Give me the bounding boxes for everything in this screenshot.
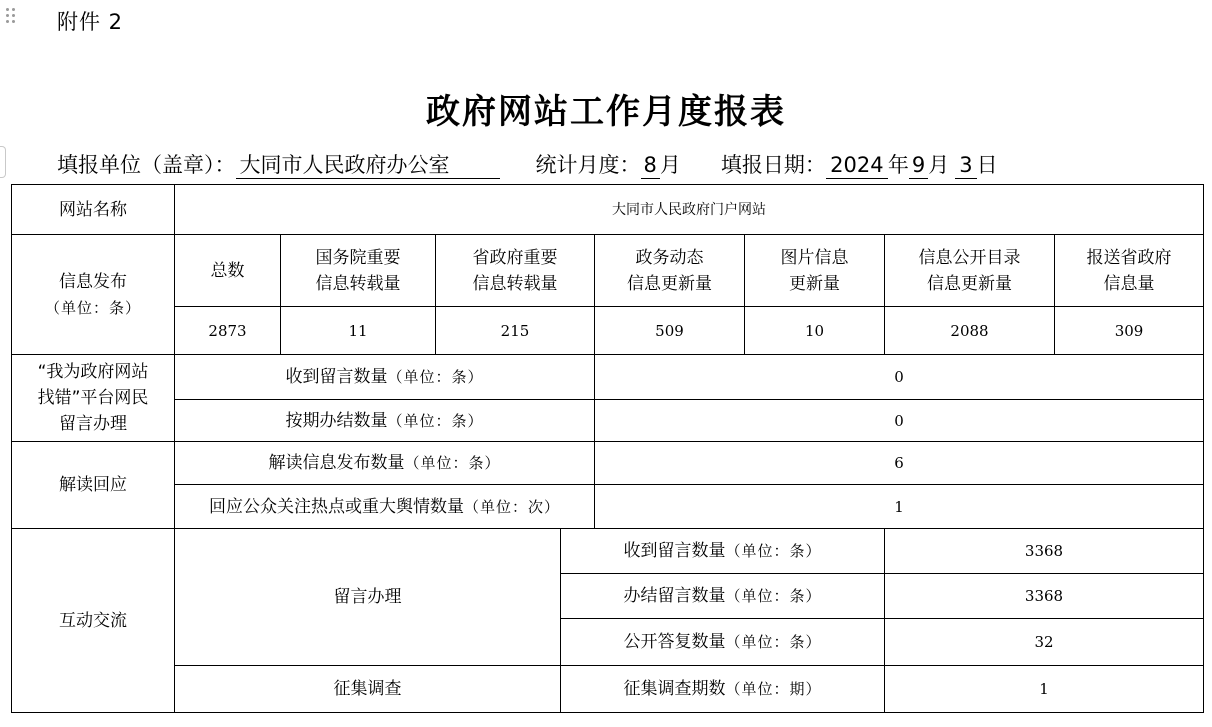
header-line: 信息转载量 bbox=[315, 273, 401, 294]
year-suffix: 年 bbox=[887, 153, 909, 177]
row-label: 按期办结数量 bbox=[285, 410, 388, 431]
hudong-label: 互动交流 bbox=[12, 529, 175, 713]
header-line: 政务动态 bbox=[635, 247, 704, 268]
header-line: 信息更新量 bbox=[927, 273, 1012, 294]
drag-handle-icon[interactable] bbox=[6, 8, 20, 26]
header-line: 信息转载量 bbox=[472, 273, 558, 294]
header-line: 省政府重要 bbox=[472, 247, 558, 268]
header-line: 图片信息 bbox=[780, 247, 849, 268]
zhaocuo-label-line: 找错”平台网民 bbox=[37, 388, 149, 408]
header-line: 报送省政府 bbox=[1086, 247, 1172, 268]
liuyan-label: 留言办理 bbox=[175, 529, 561, 666]
row-label: 办结留言数量 bbox=[623, 586, 726, 606]
header-line: 总数 bbox=[210, 260, 245, 281]
row-label: 征集调查期数 bbox=[623, 679, 726, 699]
info-value-pictures: 10 bbox=[745, 307, 885, 355]
info-value-total: 2873 bbox=[175, 307, 281, 355]
zhaocuo-ontime-value: 0 bbox=[595, 400, 1204, 442]
site-name-label: 网站名称 bbox=[12, 185, 175, 235]
info-header-row bbox=[12, 235, 1204, 307]
info-header-total bbox=[175, 235, 281, 307]
date-label: 填报日期： bbox=[720, 153, 826, 177]
row-label: 回应公众关注热点或重大舆情数量 bbox=[208, 496, 464, 517]
info-header-gov-news bbox=[595, 235, 745, 307]
jiedu-publish-label bbox=[175, 442, 595, 485]
fill-info-row bbox=[57, 149, 998, 179]
month-suffix: 月 bbox=[659, 153, 681, 177]
info-value-state-council: 11 bbox=[281, 307, 436, 355]
row-unit: （单位：条） bbox=[725, 633, 822, 651]
info-value-report-province: 309 bbox=[1055, 307, 1204, 355]
liuyan-received-label bbox=[561, 529, 885, 574]
liuyan-public-value: 32 bbox=[885, 619, 1204, 666]
liuyan-received-value: 3368 bbox=[885, 529, 1204, 574]
row-unit: （单位：条） bbox=[404, 454, 501, 472]
unit-label: 填报单位（盖章）： bbox=[57, 153, 236, 177]
zhaocuo-ontime-label bbox=[175, 400, 595, 442]
jiedu-label: 解读回应 bbox=[12, 442, 175, 529]
row-unit: （单位：次） bbox=[463, 497, 560, 516]
info-header-open-catalog bbox=[885, 235, 1055, 307]
zhaocuo-row-2 bbox=[12, 400, 1204, 442]
site-row bbox=[12, 185, 1204, 235]
hudong-row-4 bbox=[12, 666, 1204, 713]
day-value: 3 bbox=[955, 152, 976, 179]
date-month-suffix: 月 bbox=[928, 153, 950, 177]
zhengji-label: 征集调查 bbox=[175, 666, 561, 713]
zhaocuo-label-line: “我为政府网站 bbox=[37, 362, 149, 382]
zhaocuo-label-line: 留言办理 bbox=[59, 414, 127, 434]
zhengji-periods-value: 1 bbox=[885, 666, 1204, 713]
jiedu-response-label bbox=[175, 485, 595, 529]
info-header-pictures bbox=[745, 235, 885, 307]
row-label: 收到留言数量 bbox=[285, 367, 388, 387]
row-label: 解读信息发布数量 bbox=[268, 453, 405, 473]
hudong-row-1 bbox=[12, 529, 1204, 574]
row-unit: （单位：条） bbox=[725, 542, 822, 560]
header-line: 信息更新量 bbox=[627, 273, 712, 294]
report-table bbox=[11, 184, 1204, 713]
header-line: 信息公开目录 bbox=[918, 247, 1021, 268]
zhaocuo-received-label bbox=[175, 355, 595, 400]
info-publish-unit: （单位：条） bbox=[44, 298, 141, 317]
info-value-gov-news: 509 bbox=[595, 307, 745, 355]
header-line: 国务院重要 bbox=[315, 247, 401, 268]
info-header-state-council bbox=[281, 235, 436, 307]
page-title: 政府网站工作月度报表 bbox=[426, 92, 786, 132]
row-label: 收到留言数量 bbox=[623, 541, 726, 561]
liuyan-public-label bbox=[561, 619, 885, 666]
date-month-value: 9 bbox=[909, 152, 928, 179]
info-header-report-province bbox=[1055, 235, 1204, 307]
info-header-province bbox=[436, 235, 595, 307]
month-value: 8 bbox=[641, 152, 660, 179]
info-publish-label bbox=[12, 235, 175, 355]
jiedu-row-1 bbox=[12, 442, 1204, 485]
month-label: 统计月度： bbox=[535, 153, 641, 177]
zhaocuo-received-value: 0 bbox=[595, 355, 1204, 400]
info-publish-title: 信息发布 bbox=[59, 271, 127, 292]
info-value-province: 215 bbox=[436, 307, 595, 355]
jiedu-response-value: 1 bbox=[595, 485, 1204, 529]
zhengji-periods-label bbox=[561, 666, 885, 713]
info-value-open-catalog: 2088 bbox=[885, 307, 1055, 355]
row-unit: （单位：条） bbox=[725, 587, 822, 605]
unit-value: 大同市人民政府办公室 bbox=[236, 152, 500, 179]
row-unit: （单位：条） bbox=[387, 411, 484, 430]
row-unit: （单位：期） bbox=[725, 680, 822, 698]
page-edge-marker bbox=[0, 146, 6, 178]
liuyan-done-label bbox=[561, 574, 885, 619]
attachment-label: 附件 2 bbox=[57, 10, 124, 34]
row-unit: （单位：条） bbox=[387, 368, 484, 386]
jiedu-row-2 bbox=[12, 485, 1204, 529]
day-suffix: 日 bbox=[976, 153, 998, 177]
header-line: 信息量 bbox=[1103, 273, 1155, 294]
info-values-row bbox=[12, 307, 1204, 355]
jiedu-publish-value: 6 bbox=[595, 442, 1204, 485]
zhaocuo-row-1 bbox=[12, 355, 1204, 400]
zhaocuo-label bbox=[12, 355, 175, 442]
year-value: 2024 bbox=[826, 152, 888, 179]
row-label: 公开答复数量 bbox=[623, 632, 726, 652]
liuyan-done-value: 3368 bbox=[885, 574, 1204, 619]
site-name-value: 大同市人民政府门户网站 bbox=[175, 185, 1204, 235]
header-line: 更新量 bbox=[789, 273, 840, 294]
